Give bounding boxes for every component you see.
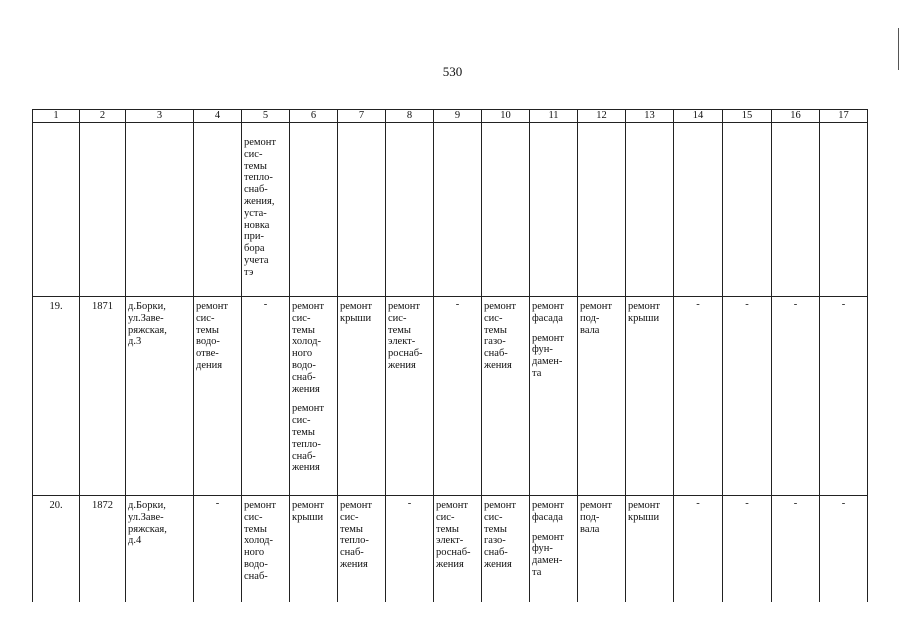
table-row — [33, 297, 868, 496]
table-cell — [820, 123, 868, 297]
table-cell — [434, 123, 482, 297]
header-row — [33, 110, 868, 123]
table-cell: - — [434, 297, 482, 496]
table-cell: - — [242, 297, 290, 496]
table-cell — [530, 123, 578, 297]
header-cell: 5 — [242, 110, 290, 123]
table-cell: - — [194, 496, 242, 603]
table-cell: ремонт сис- темы элект- роснаб- жения — [434, 496, 482, 603]
address-cell: д.Борки, ул.Заве- ряжская, д.4 — [126, 496, 194, 603]
header-cell: 9 — [434, 110, 482, 123]
table-cell: ремонт под- вала — [578, 496, 626, 603]
table-cell: ремонт крыши — [626, 297, 674, 496]
table-cell: ремонт крыши — [626, 496, 674, 603]
header-cell: 17 — [820, 110, 868, 123]
table-cell: - — [386, 496, 434, 603]
table-cell: ремонт крыши — [338, 297, 386, 496]
header-cell: 14 — [674, 110, 723, 123]
page-number: 530 — [442, 64, 463, 79]
table-cell — [482, 123, 530, 297]
header-cell: 15 — [723, 110, 772, 123]
header-cell: 4 — [194, 110, 242, 123]
table-cell: ремонт сис- темы водо- отве- дения — [194, 297, 242, 496]
header-cell: 13 — [626, 110, 674, 123]
continuation-row — [33, 123, 868, 297]
table-cell: ремонт крыши — [290, 496, 338, 603]
table-cell: ремонт сис- темы холод- ного водо- снаб- — [242, 496, 290, 603]
table-cell: - — [772, 297, 820, 496]
table-row — [33, 496, 868, 603]
header-cell: 8 — [386, 110, 434, 123]
table-cell: ремонт под- вала — [578, 297, 626, 496]
address-cell: д.Борки, ул.Заве- ряжская, д.3 — [126, 297, 194, 496]
table-cell: - — [820, 297, 868, 496]
header-cell: 12 — [578, 110, 626, 123]
table-cell — [723, 123, 772, 297]
table-cell — [578, 123, 626, 297]
table-cell — [242, 123, 290, 297]
table-cell: ремонт сис- темы элект- роснаб- жения — [386, 297, 434, 496]
repair-schedule-table — [32, 109, 868, 602]
table-cell: - — [674, 297, 723, 496]
table-cell: - — [723, 297, 772, 496]
table-cell — [80, 123, 126, 297]
header-cell: 3 — [126, 110, 194, 123]
table-cell: - — [674, 496, 723, 603]
header-cell: 11 — [530, 110, 578, 123]
table-cell — [194, 123, 242, 297]
table-cell: ремонт сис- темы газо- снаб- жения — [482, 297, 530, 496]
table-cell: - — [723, 496, 772, 603]
work-description: ремонт сис- темы тепло- снаб- жения, уста- новка при- бора учета тэ — [244, 137, 277, 278]
table-cell — [338, 123, 386, 297]
table-cell — [290, 123, 338, 297]
table-cell — [33, 123, 80, 297]
table-cell — [626, 123, 674, 297]
header-cell: 10 — [482, 110, 530, 123]
header-cell: 1 — [33, 110, 80, 123]
table-cell — [674, 123, 723, 297]
row-number: 19. — [33, 297, 80, 496]
header-cell: 16 — [772, 110, 820, 123]
table-cell: - — [772, 496, 820, 603]
header-cell: 2 — [80, 110, 126, 123]
row-number: 20. — [33, 496, 80, 603]
building-id: 1872 — [80, 496, 126, 603]
table-cell: ремонт сис- темы газо- снаб- жения — [482, 496, 530, 603]
table-cell: ремонт сис- темы тепло- снаб- жения — [338, 496, 386, 603]
header-cell: 6 — [290, 110, 338, 123]
table-cell — [772, 123, 820, 297]
table-cell: ремонт сис- темы холод- ного водо- снаб- жения ремонт сис- темы тепло- снаб- жения — [290, 297, 338, 496]
table-cell: ремонт фасада ремонт фун- дамен- та — [530, 496, 578, 603]
table-cell — [126, 123, 194, 297]
header-cell: 7 — [338, 110, 386, 123]
table-cell: ремонт фасада ремонт фун- дамен- та — [530, 297, 578, 496]
table-cell — [386, 123, 434, 297]
table-cell: - — [820, 496, 868, 603]
building-id: 1871 — [80, 297, 126, 496]
